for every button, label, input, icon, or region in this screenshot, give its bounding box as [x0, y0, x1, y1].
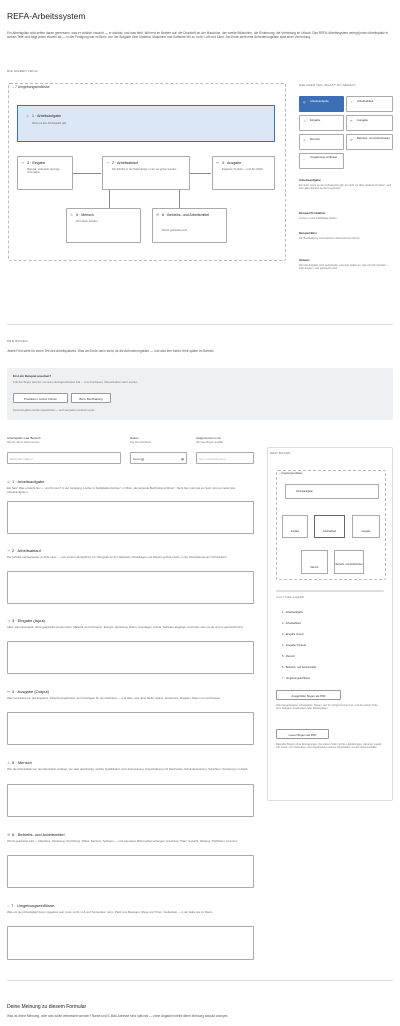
workplace-label: Arbeitsplatz oder Bereich — [7, 436, 41, 440]
task-desc: Wozu es den Arbeitsplatz gibt — [32, 122, 67, 125]
mini-output-box[interactable]: Ausgabe — [352, 515, 380, 538]
diagram-input-box[interactable]: ⇥ 3 · Eingabe Material, Vorlesach, Energie, Information — [17, 156, 73, 190]
output-name: Ausgabe — [227, 161, 242, 165]
field-task-number: 1 — [11, 479, 15, 484]
recorder-hint: Wer den Bogen ausfüllt — [196, 441, 223, 444]
target-icon: ◎ — [303, 100, 306, 104]
checklist-item-4[interactable]: 4 · Ausgabe (Output) — [282, 644, 307, 647]
legend-hint-title: Hinweis — [299, 258, 310, 262]
field-person-desc: Wer die Arbeitsplatz von den Menschen verlangt, wie viele gleichzeitig, welche Qualifikation und Unterweisung, Körperhaltung und Reichweite, Schutzausrüstung, Schichten, Vertretung im Urlaub. — [7, 767, 249, 771]
field-task-title: Arbeitsaufgabe — [17, 479, 45, 484]
example-title: Erst ein Beispiel ansehen? — [13, 374, 52, 378]
date-input[interactable] — [130, 452, 187, 464]
environment-icon: ⌂ — [279, 473, 281, 475]
environment-icon: ⌂ — [12, 85, 15, 89]
date-hint: Tag der Aufnahme — [130, 441, 152, 444]
diagram-task-box[interactable]: ◎ 1 · Arbeitsaufgabe Wozu es den Arbeitsplatz gibt — [17, 105, 275, 142]
checklist-item-5[interactable]: 5 · Mensch — [282, 655, 295, 658]
flow-name: Arbeitsablauf — [117, 161, 138, 165]
field-flow-number: 2 — [11, 548, 15, 553]
field-person-number: 5 — [12, 760, 15, 765]
field-environment-title: Umgebungseinflüsse — [16, 903, 55, 908]
legend-btn-task[interactable]: ◎ Arbeitsaufgabe — [299, 96, 344, 112]
example-office-button[interactable]: Büro: Buchhaltung — [71, 393, 111, 403]
field-means-number: 6 — [12, 832, 15, 837]
field-input-title: Eingabe (Input) — [17, 618, 45, 623]
legend-btn-person[interactable]: ♙ Mensch — [299, 134, 344, 150]
mini-person-box[interactable]: Mensch — [301, 550, 328, 574]
page-intro: Ein Arbeitsplatz wird selten daran gemessen, was er wirklich braucht — er wächst, und was fehlt, fällt erst im Betrieb auf: die Druckluft an der Maschine, der zweite Bildschirm, die Einlernung, die Vertretung im Urlaub. Das REFA-Arbeitssystem zerlegt jeden Arbeitsplatz in sieben Teile und fragt jeden einzeln ab — in der Fertigung wie im Büro: von der Aufgabe über Material, Maschine und Software bis zu Licht, Luft und Lärm. Am Ende steht eine Anforderungsliste statt einer Vermutung. — [7, 31, 389, 40]
input-name: Eingabe — [32, 161, 46, 165]
form-section-label: DER BOGEN — [7, 339, 28, 343]
field-person-textarea[interactable] — [7, 784, 254, 817]
mini-means-box[interactable]: Betriebs- und Arbeitsmittel — [334, 550, 364, 574]
form-intro: Jedes Feld steht für einen Teil des Arbeitsplatzes. Was am Ende darin steht, ist die Anforderungsliste — und was leer bleibt, fehlt später im Betrieb. — [7, 349, 215, 353]
input-icon: ⇥ — [21, 161, 24, 165]
person-icon: ♙ — [7, 761, 11, 765]
field-means-desc: Womit gearbeitet wird — Maschine, Werkzeug, Vorrichtung, Möbel, Rechner, Software — und was diese Mittel selbst verlangen: Anschluss, Platz, Gewicht, Wartung, Prüffristen, Lizenzen. — [7, 839, 239, 843]
flow-icon: ↗ — [7, 549, 10, 553]
tool-icon: ⚒ — [350, 138, 353, 142]
divider-2 — [7, 980, 393, 981]
output-icon: ↦ — [350, 119, 353, 123]
legend-btn-output[interactable]: ↦ Ausgabe — [346, 115, 393, 131]
field-input-heading: ⇥ 3 · Eingabe (Input) — [7, 618, 45, 623]
checklist-item-6[interactable]: 6 · Betriebs- und Arbeitsmittel — [282, 666, 317, 669]
field-flow-textarea[interactable] — [7, 571, 254, 604]
environment-icon: ⌂ — [7, 904, 10, 908]
page-title: REFA-Arbeitssystem — [7, 11, 86, 21]
progress-bar — [276, 590, 384, 592]
legend-detail-title: Arbeitsaufgabe — [299, 178, 321, 182]
legend-title: WELCHER TEIL WILLST DU SEHEN? — [299, 83, 356, 87]
arrow-means-flow — [179, 190, 180, 208]
date-label: Datum — [130, 436, 139, 440]
mini-task-box[interactable]: Arbeitsaufgabe — [285, 484, 379, 499]
legend-btn-flow[interactable]: ↗ Arbeitsablauf — [346, 96, 393, 112]
checklist-item-1[interactable]: 1 · Arbeitsaufgabe — [282, 611, 304, 614]
task-number: 1 — [32, 114, 34, 118]
diagram-section-label: DIE SIEBEN TEILE — [7, 69, 38, 73]
field-input-textarea[interactable] — [7, 641, 254, 674]
means-name: Betriebs- und Arbeitsmittel — [167, 213, 210, 217]
recorder-input[interactable]: Vor- und Nachname — [196, 452, 254, 464]
filled-pdf-desc: Alles Eingetragene: Arbeitsplatz, Datum, wer ihn aufgenommen hat, und die sieben Teile. Zum Ablegen, Ausdrucken oder Weitergeben. — [276, 704, 379, 711]
mini-environment-label: ⌂ Umgebungseinflüsse — [279, 473, 303, 475]
input-desc: Material, Vorlesach, Energie, Information — [27, 168, 61, 175]
mini-flow-box[interactable]: Arbeitsablauf — [314, 515, 345, 538]
target-icon: ◎ — [7, 480, 10, 484]
divider-1 — [7, 324, 393, 325]
field-output-textarea[interactable] — [7, 712, 254, 745]
output-icon: ↦ — [216, 161, 219, 165]
field-output-number: 4 — [11, 689, 15, 694]
means-desc: Womit gearbeitet wird — [162, 229, 188, 232]
field-input-number: 3 — [11, 618, 15, 623]
checklist-item-3[interactable]: 3 · Eingabe (Input) — [282, 633, 304, 636]
output-number: 4 — [222, 161, 224, 165]
environment-icon: ⌂ — [303, 157, 305, 161]
filled-pdf-button[interactable]: Ausgefüllter Bogen als PDF — [276, 690, 341, 700]
environment-name: Umgebungseinflüsse — [17, 85, 50, 89]
field-output-title: Ausgabe (Output) — [17, 689, 49, 694]
calendar-icon[interactable]: ▦ — [181, 457, 184, 461]
field-flow-desc: Die Schritte nacheinander, je Zeile einer — vom ersten Handgriff bis zur Übergabe an den Nächsten. Rückfragen und Warten gehören dazu, in der Werkstatt wie am Schreibtisch. — [7, 555, 228, 559]
field-means-textarea[interactable] — [7, 855, 254, 888]
field-environment-desc: Was um den Arbeitsplatz herum gegeben sein muss: Licht, Luft und Temperatur, Lärm, Platz zum Bewegen, Wege und Türen, Sauberkeit — in der Halle wie im Raum. — [7, 910, 214, 914]
output-icon: ↦ — [7, 690, 10, 694]
task-name: Arbeitsaufgabe — [37, 114, 62, 118]
progress-text: 0 von 7 Teilen ausgefüllt — [276, 596, 304, 599]
diagram-flow-box[interactable]: ↗ 2 · Arbeitsablauf Die Schritte in der Reihenfolge, in der sie gehen werden — [102, 156, 190, 190]
legend-example1-text: Löcher in eine Stahlplatte bohren. — [299, 217, 338, 220]
mini-input-box[interactable]: Eingabe — [282, 515, 308, 538]
legend-detail-text: Ein Satz: wozu es den Arbeitsplatz gibt. Er steht vor allen anderen Punkten, weil sich alles Weitere an ihm begründet. — [299, 184, 391, 191]
flow-desc: Die Schritte in der Reihenfolge, in der sie gehen werden — [112, 168, 177, 171]
field-task-desc: Ein Satz: Was entsteht hier — und für wen? In der Fertigung „Löcher in Stahlplatten bohren", im Büro „die laufende Buchhaltung führen". Steht hier mehr als ein Satz, sind es meist zwei Arbeitsaufgaben. — [7, 486, 236, 494]
field-output-desc: Was herauskommt: das Ergebnis, Zwischenergebnisse und Unterlagen für den Nächsten — und alles, was übrig bleibt: Späne, Ausschuss, Altpapier, Daten zum Archivieren. — [7, 696, 221, 700]
legend-hint-text: Wer die Aufgabe nicht aufschreibt, sammelt später an, was ohnehin bestellt — statt dessen, was gebraucht wird. — [299, 264, 389, 271]
checklist-item-2[interactable]: 2 · Arbeitsablauf — [282, 622, 301, 625]
person-icon: ♙ — [70, 213, 74, 217]
field-means-heading: ⚒ 6 · Betriebs- und Arbeitsmittel — [7, 832, 65, 837]
field-flow-title: Arbeitsablauf — [17, 548, 41, 553]
output-desc: Ergebnis, Produkt — und der Abfall — [222, 168, 263, 171]
input-icon: ⇥ — [7, 619, 10, 623]
person-desc: Wer daran arbeitet — [76, 220, 98, 223]
recorder-label: Aufgenommen von — [196, 436, 222, 440]
arrow-flow-output — [190, 173, 211, 174]
means-number: 6 — [162, 213, 164, 217]
tool-icon: ⚒ — [7, 833, 11, 837]
field-environment-heading: ⌂ 7 · Umgebungseinflüsse — [7, 903, 55, 908]
example-text: Füllt den Bogen darunter mit einem durchgerechneten Fall — zum Anschauen, Überschreiben oder Löschen. — [13, 381, 139, 384]
date-placeholder: tt.mm.jjjj — [133, 457, 144, 461]
diagram-means-box[interactable]: ⚒ 6 · Betriebs- und Arbeitsmittel Womit gearbeitet wird — [152, 208, 227, 243]
workplace-input[interactable]: Bohrplatz Halle 2 — [7, 452, 121, 464]
environment-label[interactable] — [12, 85, 50, 89]
flow-icon: ↗ — [350, 100, 353, 104]
legend-btn-means[interactable]: ⚒ Betriebs- und Arbeitsmittel — [346, 134, 393, 150]
field-task-textarea[interactable] — [7, 501, 254, 534]
flow-icon: ↗ — [106, 161, 109, 165]
legend-example1-title: Beispiel Produktion — [299, 211, 326, 215]
field-person-heading: ♙ 5 · Mensch — [7, 760, 32, 765]
legend-btn-input[interactable]: ⇥ Eingabe — [299, 115, 344, 131]
environment-number: 7 — [15, 85, 17, 89]
person-icon: ♙ — [303, 138, 306, 142]
feedback-text: Was ist deine Meinung, oder was sollte verbessert werden? Name und E-Mail-Adresse sind optional — ohne Angaben bleibt deine Meinung absolut anonym. — [7, 1014, 229, 1018]
legend-btn-environment[interactable]: ⌂ Umgebungs-einflüsse — [299, 153, 344, 169]
person-name: Mensch — [81, 213, 94, 217]
workplace-hint: Wie ihn alle in Haus nennen — [7, 441, 40, 444]
field-environment-textarea[interactable] — [7, 926, 254, 960]
legend-example2-title: Beispiel Büro — [299, 231, 318, 235]
empty-pdf-button[interactable]: Leerer Bogen als PDF — [276, 729, 329, 739]
field-person-title: Mensch — [17, 760, 32, 765]
arrow-person-flow — [109, 190, 110, 208]
field-flow-heading: ↗ 2 · Arbeitsablauf — [7, 548, 41, 553]
target-icon: ◎ — [26, 114, 29, 118]
arrow-input-flow — [73, 173, 101, 174]
empty-pdf-desc: Derselbe Bogen ohne Eintragungen: die sieben Teile mit ihren Erklärungen, darunter jeweils vier Linien zum Schreiben. Zum Ausdrucken und am Arbeitsplatz mit der Hand ausfüllen. — [276, 743, 382, 750]
diagram-output-box[interactable]: ↦ 4 · Ausgabe Ergebnis, Produkt — und der Abfall — [212, 156, 275, 190]
flow-number: 2 — [112, 161, 114, 165]
example-note: Deine Eingaben werden gespeichert — auch auf jedem anderen Gerät. — [13, 409, 95, 412]
diagram-person-box[interactable]: ♙ 5 · Mensch Wer daran arbeitet — [66, 208, 141, 243]
tool-icon: ⚒ — [156, 213, 160, 217]
input-number: 3 — [27, 161, 29, 165]
sidebar-title: DEIN BOGEN — [270, 451, 291, 455]
feedback-title: Deine Meinung zu diesem Formular — [7, 1004, 87, 1010]
example-production-button[interactable]: Produktion: Löcher bohren — [13, 393, 68, 403]
legend-example2-text: Die Buchhaltung eines kleinen Unternehmens führen. — [299, 237, 361, 240]
field-task-heading: ◎ 1 · Arbeitsaufgabe — [7, 479, 45, 484]
person-number: 5 — [76, 213, 78, 217]
input-icon: ⇥ — [303, 119, 306, 123]
field-environment-number: 7 — [11, 903, 14, 908]
field-input-desc: Alles, was hineingeht, damit gearbeitet werden kann: Material und Vorbrauch, Energie, Werkzeug, Daten, Unterlagen, Anrufe. Software-Zugänge: Auch das, was nur ab und zu gebraucht wird. — [7, 625, 244, 629]
field-output-heading: ↦ 4 · Ausgabe (Output) — [7, 689, 49, 694]
checklist-item-7[interactable]: 7 · Umgebungseinflüsse — [282, 677, 310, 680]
field-means-title: Betriebs- und Arbeitsmittel — [17, 832, 65, 837]
